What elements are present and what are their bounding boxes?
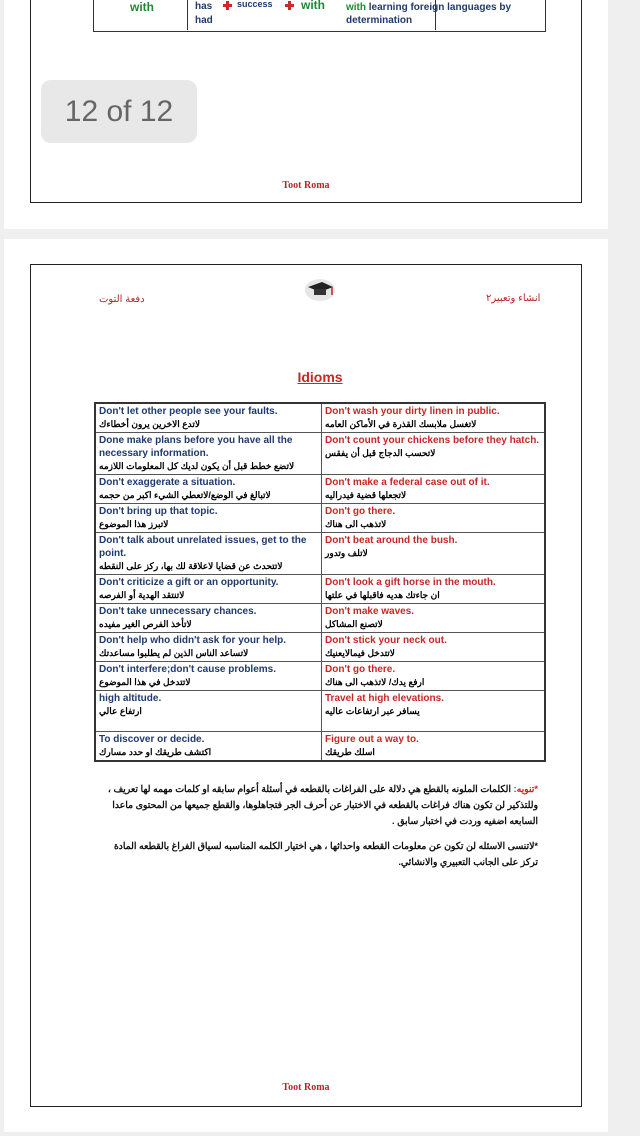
meaning-english: Don't talk about unrelated issues, get to the point. bbox=[99, 535, 307, 559]
meaning-arabic: لاتساعد الناس الذين لم يطلبوا مساعدتك bbox=[99, 648, 249, 658]
idiom-cell bbox=[322, 533, 544, 574]
plus-icon bbox=[223, 1, 232, 10]
idiom-arabic: لاتلف وتدور bbox=[325, 548, 368, 558]
previous-page-table-fragment bbox=[93, 0, 546, 32]
idiom-arabic: لاتجعلها قضية فيدراليه bbox=[325, 490, 407, 500]
meaning-english: Don't help who didn't ask for your help. bbox=[99, 635, 286, 646]
idiom-cell bbox=[322, 604, 544, 632]
idiom-cell bbox=[322, 633, 544, 661]
idiom-arabic: ارفع يدك/ لاتذهب الى هناك bbox=[325, 677, 425, 687]
idiom-cell bbox=[322, 433, 544, 474]
meaning-cell bbox=[96, 633, 322, 661]
meaning-english: Don't interfere;don't cause problems. bbox=[99, 664, 277, 675]
page-header-right: انشاء وتعبير٢ bbox=[486, 293, 541, 304]
graduation-cap-icon bbox=[303, 275, 337, 305]
with-word: with bbox=[130, 0, 154, 14]
meaning-cell bbox=[96, 575, 322, 603]
meaning-cell bbox=[96, 662, 322, 690]
meaning-arabic: اكتشف طريقك او حدد مسارك bbox=[99, 747, 212, 757]
idiom-english: Don't stick your neck out. bbox=[325, 635, 447, 646]
meaning-english: Don't exaggerate a situation. bbox=[99, 477, 236, 488]
idiom-cell bbox=[322, 691, 544, 731]
meaning-cell bbox=[96, 433, 322, 474]
page-title: Idioms bbox=[297, 369, 343, 385]
table-row bbox=[96, 691, 544, 732]
note-text: الكلمات الملونه بالقطع هي دلالة على الفراغات بالقطعه في أسئلة أعوام سابقه او كلمات مهمه لها تعريف ، وللتذكير لن تكون هناك فراغات بالقطعه في الاختبار عن أحرف الجر فتجاهلوها، والقطع جميعها من المحتوى ماعدا السابعه اضفيه وردت في اختبار سابق . bbox=[107, 784, 538, 826]
meaning-english: Don't take unnecessary chances. bbox=[99, 606, 257, 617]
table-row bbox=[96, 404, 544, 433]
had-word: had bbox=[195, 15, 213, 26]
with-word: with bbox=[301, 0, 325, 12]
table-row bbox=[96, 633, 544, 662]
idiom-cell bbox=[322, 575, 544, 603]
meaning-english: Done make plans before you have all the necessary information. bbox=[99, 435, 293, 459]
table-row bbox=[96, 533, 544, 575]
meaning-arabic: لاتتدخل في هذا الموضوع bbox=[99, 677, 191, 687]
idiom-arabic: لاتغسل ملابسك القذرة في الأماكن العامه bbox=[325, 419, 477, 429]
idiom-cell bbox=[322, 662, 544, 690]
has-word: has bbox=[195, 1, 213, 12]
page-indicator: 12 of 12 bbox=[41, 80, 197, 143]
meaning-cell bbox=[96, 475, 322, 503]
meaning-arabic: لاتأخذ الفرص الغير مفيده bbox=[99, 619, 192, 629]
meaning-cell bbox=[96, 691, 322, 731]
example-line: determination bbox=[346, 15, 413, 26]
note-label: *تنويه: bbox=[513, 784, 538, 794]
idiom-english: Don't go there. bbox=[325, 506, 396, 517]
idiom-arabic: اسلك طريقك bbox=[325, 747, 375, 757]
idiom-english: Travel at high elevations. bbox=[325, 693, 444, 704]
page-header-left: دفعة التوت bbox=[99, 294, 145, 305]
table-row bbox=[96, 475, 544, 504]
table-row bbox=[96, 662, 544, 691]
idiom-cell bbox=[322, 475, 544, 503]
meaning-cell bbox=[96, 504, 322, 532]
table-row bbox=[96, 504, 544, 533]
idiom-arabic: لاتصنع المشاكل bbox=[325, 619, 383, 629]
meaning-arabic: لاتبالغ في الوضع/لاتعطي الشيء اكبر من حجمه bbox=[99, 490, 271, 500]
plus-icon bbox=[285, 1, 294, 10]
idiom-cell bbox=[322, 404, 544, 432]
page-footer: Toot Roma bbox=[282, 1082, 330, 1093]
idiom-english: Don't beat around the bush. bbox=[325, 535, 458, 546]
with-word: with bbox=[346, 2, 366, 13]
meaning-arabic: ارتفاع عالي bbox=[99, 706, 142, 716]
meaning-english: Don't criticize a gift or an opportunity. bbox=[99, 577, 279, 588]
meaning-english: To discover or decide. bbox=[99, 734, 205, 745]
meaning-arabic: لاتتحدث عن قضايا لاعلاقة لك بها، ركز على النقطه bbox=[99, 561, 283, 571]
idiom-arabic: يسافر عبر ارتفاعات عاليه bbox=[325, 706, 420, 716]
example-line bbox=[346, 2, 511, 13]
page-footer: Toot Roma bbox=[282, 180, 330, 191]
idiom-english: Don't look a gift horse in the mouth. bbox=[325, 577, 496, 588]
idiom-english: Figure out a way to. bbox=[325, 734, 419, 745]
idioms-table bbox=[94, 402, 546, 762]
table-row bbox=[96, 604, 544, 633]
meaning-cell bbox=[96, 533, 322, 574]
meaning-english: high altitude. bbox=[99, 693, 162, 704]
note-paragraph bbox=[94, 781, 538, 829]
idiom-arabic: لاتتدخل فيمالايعنيك bbox=[325, 648, 395, 658]
idiom-english: Don't make a federal case out of it. bbox=[325, 477, 490, 488]
meaning-arabic: لاتنتقد الهدية أو الفرصه bbox=[99, 590, 185, 600]
meaning-english: Don't bring up that topic. bbox=[99, 506, 218, 517]
idiom-english: Don't count your chickens before they hatch. bbox=[325, 435, 540, 446]
idiom-cell bbox=[322, 504, 544, 532]
table-row bbox=[96, 575, 544, 604]
meaning-cell bbox=[96, 404, 322, 432]
meaning-arabic: لاتدع الاخرين يرون أخطاءك bbox=[99, 419, 201, 429]
meaning-cell bbox=[96, 732, 322, 760]
idiom-arabic: ان جاءتك هديه فاقبلها في علتها bbox=[325, 590, 440, 600]
idiom-english: Don't go there. bbox=[325, 664, 396, 675]
meaning-arabic: لاتبرز هذا الموضوع bbox=[99, 519, 169, 529]
meaning-arabic: لاتضع خطط قبل أن يكون لديك كل المعلومات اللازمه bbox=[99, 461, 295, 471]
table-row bbox=[96, 732, 544, 760]
success-word: success bbox=[237, 0, 273, 9]
meaning-cell bbox=[96, 604, 322, 632]
idiom-arabic: لاتذهب الى هناك bbox=[325, 519, 387, 529]
idiom-english: Don't wash your dirty linen in public. bbox=[325, 406, 500, 417]
idiom-english: Don't make waves. bbox=[325, 606, 415, 617]
idiom-cell bbox=[322, 732, 544, 760]
table-row bbox=[96, 433, 544, 475]
idiom-arabic: لاتحسب الدجاج قبل أن يفقس bbox=[325, 448, 436, 458]
note-paragraph: *لاتنسى الاسئله لن تكون عن معلومات القطعه واحداثها ، هي اختيار الكلمه المناسبه لسياق الفراغ بالقطعه المادة تركز على الجانب التعبيري والانشائي. bbox=[113, 841, 538, 867]
example-text: learning foreign languages by bbox=[366, 2, 512, 13]
meaning-english: Don't let other people see your faults. bbox=[99, 406, 278, 417]
